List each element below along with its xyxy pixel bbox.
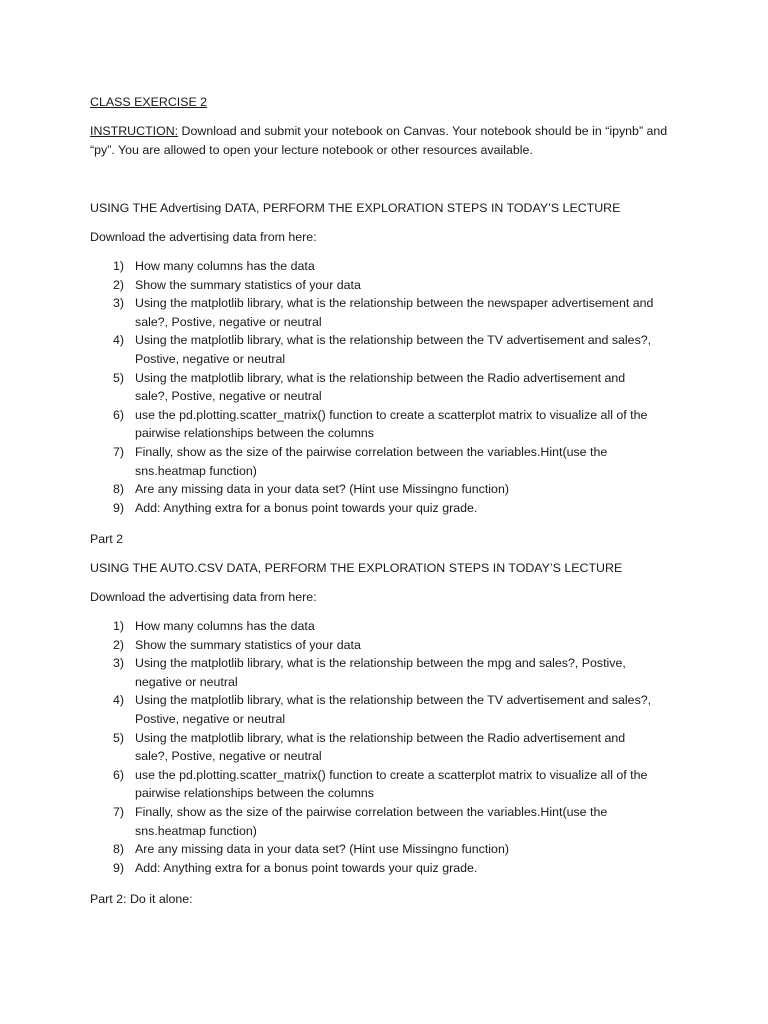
list-item-text: sale?, Postive, negative or neutral (135, 389, 322, 404)
list-item-number: 9) (113, 500, 125, 515)
list-item-text: use the pd.plotting.scatter_matrix() function to create a scatterplot matrix to visualize all of the (135, 407, 648, 422)
list-item-number: 1) (113, 259, 125, 273)
list-item (90, 499, 690, 518)
list-item (90, 276, 690, 295)
part2-question-list (90, 617, 690, 877)
part2-download-text: Download the advertising data from here: (90, 590, 317, 604)
list-item (90, 443, 690, 480)
list-item-text: Finally, show as the size of the pairwise correlation between the variables.Hint(use the (135, 804, 608, 819)
list-item (90, 257, 690, 276)
list-item-text: Using the matplotlib library, what is the relationship between the mpg and sales?, Postive, (135, 656, 626, 671)
list-item-text: sale?, Postive, negative or neutral (135, 749, 322, 764)
list-item (90, 480, 690, 499)
list-item-text: Postive, negative or neutral (135, 711, 286, 726)
list-item-text: Are any missing data in your data set? (Hint use Missingno function) (135, 482, 509, 497)
list-item (90, 369, 690, 406)
list-item-number: 4) (113, 693, 125, 708)
list-item-text: Postive, negative or neutral (135, 351, 286, 366)
list-item-text: use the pd.plotting.scatter_matrix() function to create a scatterplot matrix to visualize all of the (135, 767, 648, 782)
list-item-text: sns.heatmap function) (135, 823, 257, 838)
list-item-text: sns.heatmap function) (135, 463, 257, 478)
list-item-text: Using the matplotlib library, what is the relationship between the TV advertisement and sales?, (135, 333, 652, 348)
list-item-number: 1) (113, 619, 125, 633)
instruction-label: INSTRUCTION: (90, 124, 179, 138)
list-item-text: negative or neutral (135, 674, 238, 689)
instruction-line-2: “py”. You are allowed to open your lecture notebook or other resources available. (90, 143, 533, 157)
list-item-text: Show the summary statistics of your data (135, 277, 361, 292)
list-item (90, 766, 690, 803)
list-item-text: Show the summary statistics of your data (135, 637, 361, 652)
list-item-text: Using the matplotlib library, what is the relationship between the Radio advertisement and (135, 730, 626, 745)
list-item (90, 691, 690, 728)
list-item (90, 729, 690, 766)
list-item-number: 6) (113, 407, 125, 422)
instruction-text-1: Download and submit your notebook on Canvas. Your notebook should be in “ipynb” and (178, 124, 668, 138)
list-item (90, 617, 690, 636)
part1-heading: USING THE Advertising DATA, PERFORM THE EXPLORATION STEPS IN TODAY’S LECTURE (90, 201, 621, 215)
list-item-number: 8) (113, 842, 125, 857)
list-item (90, 840, 690, 859)
list-item (90, 636, 690, 655)
list-item-text: Using the matplotlib library, what is the relationship between the Radio advertisement and (135, 370, 626, 385)
list-item-text: Using the matplotlib library, what is the relationship between the TV advertisement and sales?, (135, 693, 652, 708)
part2-heading: USING THE AUTO.CSV DATA, PERFORM THE EXPLORATION STEPS IN TODAY’S LECTURE (90, 561, 623, 575)
list-item-number: 6) (113, 767, 125, 782)
list-item-number: 4) (113, 333, 125, 348)
list-item-number: 2) (113, 637, 125, 652)
list-item-number: 2) (113, 277, 125, 292)
list-item-text: Finally, show as the size of the pairwise correlation between the variables.Hint(use the (135, 444, 608, 459)
list-item-text: pairwise relationships between the columns (135, 786, 374, 801)
list-item (90, 331, 690, 368)
list-item-text: Using the matplotlib library, what is the relationship between the newspaper advertisement and (135, 296, 654, 311)
list-item-number: 8) (113, 482, 125, 497)
list-item-text: How many columns has the data (135, 259, 315, 273)
list-item-number: 7) (113, 804, 125, 819)
instruction-line-1 (90, 122, 667, 140)
list-item-text: Add: Anything extra for a bonus point towards your quiz grade. (135, 500, 478, 515)
list-item-number: 5) (113, 370, 125, 385)
list-item-text: Add: Anything extra for a bonus point towards your quiz grade. (135, 860, 478, 875)
list-item (90, 294, 690, 331)
part1-download-text: Download the advertising data from here: (90, 230, 317, 244)
list-item (90, 859, 690, 878)
list-item (90, 803, 690, 840)
list-item-text: pairwise relationships between the columns (135, 426, 374, 441)
list-item (90, 654, 690, 691)
list-item-text: sale?, Postive, negative or neutral (135, 314, 322, 329)
list-item-text: How many columns has the data (135, 619, 315, 633)
list-item-number: 3) (113, 656, 125, 671)
page-title: CLASS EXERCISE 2 (90, 95, 208, 109)
list-item-number: 5) (113, 730, 125, 745)
list-item-text: Are any missing data in your data set? (Hint use Missingno function) (135, 842, 509, 857)
part1-question-list (90, 257, 690, 517)
part2-label: Part 2 (90, 532, 124, 546)
part2-alone-label: Part 2: Do it alone: (90, 892, 193, 906)
list-item-number: 9) (113, 860, 125, 875)
list-item-number: 7) (113, 444, 125, 459)
list-item-number: 3) (113, 296, 125, 311)
list-item (90, 406, 690, 443)
